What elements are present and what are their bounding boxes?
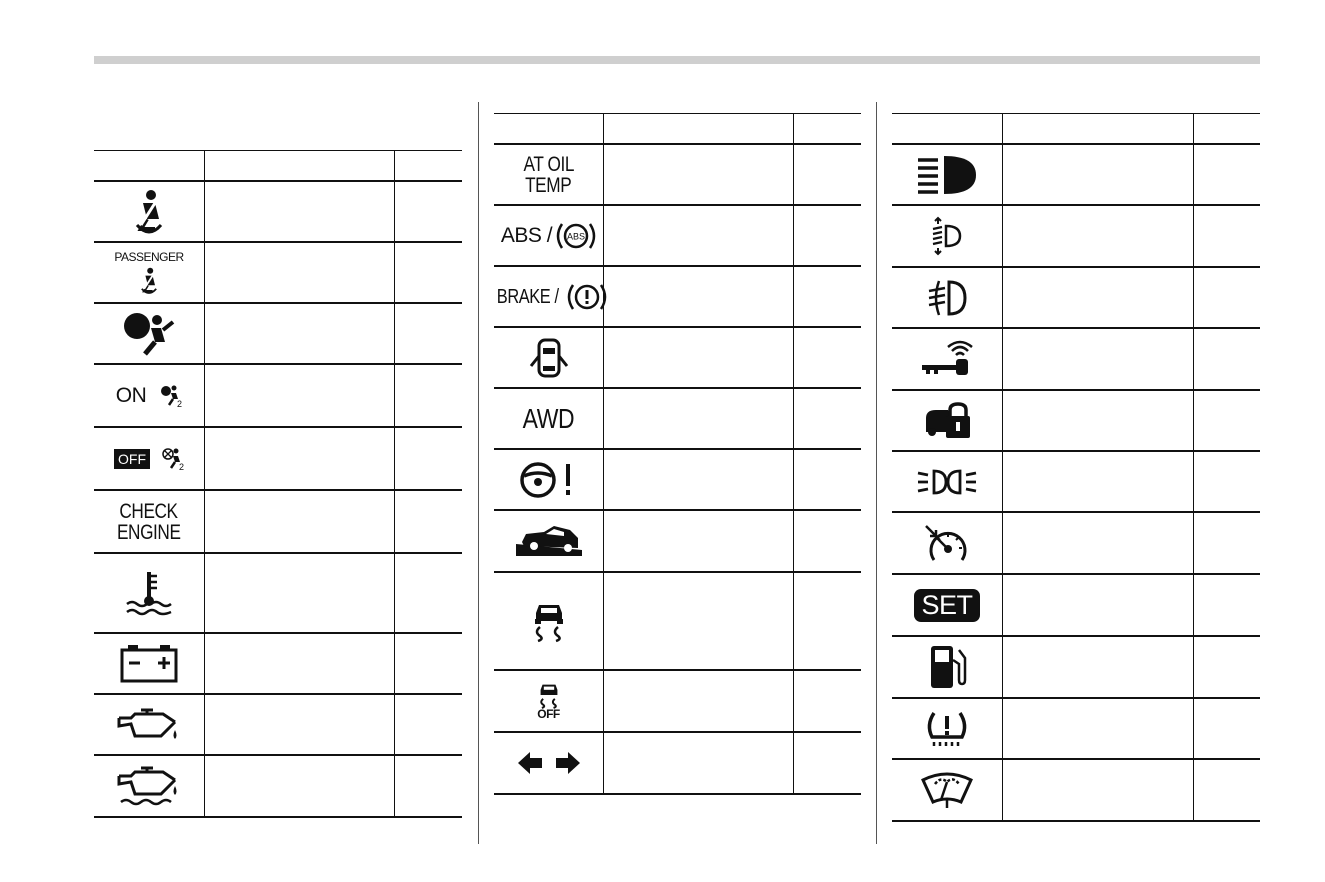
svg-text:2: 2 — [177, 398, 183, 409]
security-lock-icon — [892, 391, 1002, 450]
passenger-airbag-off-icon — [94, 428, 204, 489]
abs-label: ABS / — [500, 224, 553, 247]
airbag-icon — [94, 304, 204, 363]
airbag-off-label: OFF — [114, 449, 150, 469]
passenger-airbag-on-icon — [94, 365, 204, 426]
column-rule — [204, 150, 205, 818]
column-rule — [1193, 113, 1194, 822]
front-fog-icon — [892, 268, 1002, 327]
washer-fluid-icon — [892, 760, 1002, 820]
at-oil-label: AT OIL — [523, 152, 574, 176]
set-label: SET — [921, 589, 973, 620]
cruise-control-icon — [892, 513, 1002, 573]
turn-signal-icon — [494, 733, 603, 793]
column-divider — [876, 102, 877, 844]
vdc-off-icon — [494, 671, 603, 731]
column-rule — [793, 113, 794, 795]
engine-label: ENGINE — [117, 520, 181, 544]
oil-pressure-icon — [94, 695, 204, 754]
passenger-seatbelt-icon — [94, 243, 204, 302]
table-rule — [94, 150, 462, 151]
check-engine-icon — [94, 491, 204, 552]
column-rule — [1002, 113, 1003, 822]
table-rule — [892, 113, 1260, 114]
seatbelt-icon — [94, 182, 204, 241]
indicator-table-1 — [94, 150, 462, 818]
low-fuel-icon — [892, 637, 1002, 697]
high-beam-icon — [892, 145, 1002, 204]
svg-text:2: 2 — [179, 461, 185, 472]
passenger-label: PASSENGER — [114, 249, 184, 264]
airbag-on-label: ON — [115, 384, 147, 407]
hill-descent-icon — [494, 511, 603, 571]
column-rule — [603, 113, 604, 795]
coolant-temp-icon — [94, 554, 204, 632]
headlight-leveling-icon — [892, 206, 1002, 266]
tire-pressure-icon — [892, 699, 1002, 758]
table-rule — [892, 820, 1260, 822]
indicator-table-3 — [892, 113, 1260, 822]
at-oil-temp-icon — [494, 145, 603, 204]
header-rule — [94, 56, 1260, 64]
table-rule — [494, 113, 861, 114]
table-rule — [94, 816, 462, 818]
brake-icon — [494, 267, 603, 326]
awd-icon — [494, 389, 603, 448]
column-rule — [394, 150, 395, 818]
column-divider — [478, 102, 479, 844]
oil-level-icon — [94, 756, 204, 816]
vehicle-dynamics-icon — [494, 573, 603, 669]
awd-label: AWD — [522, 402, 575, 434]
abs-icon — [494, 206, 603, 265]
brake-label: BRAKE / — [496, 285, 559, 308]
cruise-set-icon — [892, 575, 1002, 635]
immobilizer-key-icon — [892, 329, 1002, 389]
vdc-off-label: OFF — [537, 707, 560, 721]
battery-icon — [94, 634, 204, 693]
table-rule — [494, 793, 861, 795]
small-light-icon — [892, 452, 1002, 511]
power-steering-icon — [494, 450, 603, 509]
check-label: CHECK — [119, 499, 179, 523]
door-open-icon — [494, 328, 603, 387]
indicator-table-2 — [494, 113, 861, 795]
temp-label: TEMP — [525, 173, 572, 197]
abs-inner-label: ABS — [567, 231, 586, 241]
